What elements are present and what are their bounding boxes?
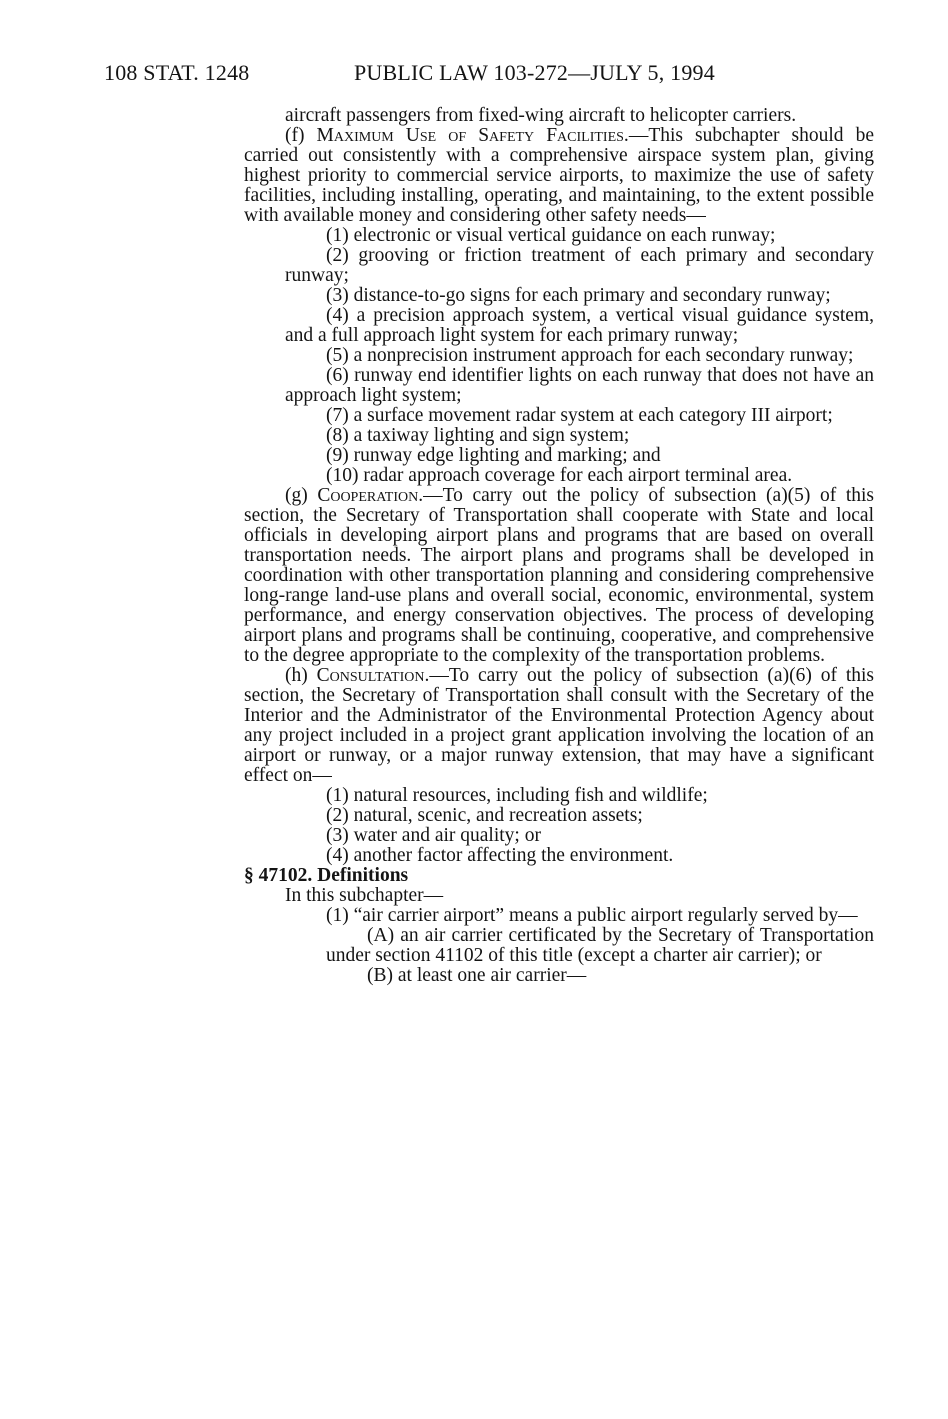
list-item: (10) radar approach coverage for each airport terminal area. xyxy=(326,465,793,486)
list-item: (6) runway end identifier lights on each runway that does not have an approach light system; xyxy=(285,365,874,406)
list-item: (1) natural resources, including fish and wildlife; xyxy=(326,785,708,806)
subsection-h xyxy=(244,666,874,786)
subsection-f-heading: Maximum Use of Safety Facilities. xyxy=(316,125,629,146)
subsection-g xyxy=(244,486,874,666)
definition-item: (1) “air carrier airport” means a public airport regularly served by— xyxy=(326,905,858,926)
list-item: (1) electronic or visual vertical guidance on each runway; xyxy=(326,225,776,246)
list-item: (2) natural, scenic, and recreation assets; xyxy=(326,805,643,826)
list-item: (2) grooving or friction treatment of each primary and secondary runway; xyxy=(285,245,874,286)
law-title-date: PUBLIC LAW 103-272—JULY 5, 1994 xyxy=(354,60,715,85)
subsection-g-text: —To carry out the policy of subsection (a)(5) of this section, the Secretary of Transportation shall cooperate with State and local officials in developing airport plans and programs that are based on overall transportation needs. The airport plans and programs shall be developed in coordination with other transportation planning and considering comprehensive long-range land-use plans and overall social, economic, environmental, system performance, and energy conservation objectives. The process of developing airport plans and programs shall be continuing, cooperative, and comprehensive to the degree appropriate to the complexity of the transportation problems. xyxy=(244,485,874,666)
definition-subitem: (A) an air carrier certificated by the Secretary of Transportation under section 41102 of this title (except a charter air carrier); or xyxy=(326,925,874,966)
list-item: (9) runway edge lighting and marking; and xyxy=(326,445,661,466)
list-item: (8) a taxiway lighting and sign system; xyxy=(326,425,630,446)
list-item: (4) a precision approach system, a vertical visual guidance system, and a full approach light system for each primary runway; xyxy=(285,305,874,346)
list-item: (7) a surface movement radar system at each category III airport; xyxy=(326,405,833,426)
list-item: (5) a nonprecision instrument approach for each secondary runway; xyxy=(326,345,854,366)
list-item: (3) distance-to-go signs for each primary and secondary runway; xyxy=(326,285,831,306)
running-head xyxy=(104,60,715,86)
subsection-f-label: (f) xyxy=(285,125,305,146)
list-item: (3) water and air quality; or xyxy=(326,825,541,846)
subsection-h-heading: Consultation. xyxy=(316,665,430,686)
definition-subitem: (B) at least one air carrier— xyxy=(367,965,587,986)
paragraph-continuation: aircraft passengers from fixed-wing aircraft to helicopter carriers. xyxy=(285,105,797,126)
stat-page-number: 108 STAT. 1248 xyxy=(104,60,250,85)
subsection-h-label: (h) xyxy=(285,665,308,686)
subsection-f xyxy=(244,126,874,226)
list-item: (4) another factor affecting the environment. xyxy=(326,845,674,866)
section-heading: § 47102. Definitions xyxy=(244,865,409,886)
subsection-g-label: (g) xyxy=(285,485,308,506)
document-body xyxy=(244,106,874,986)
subsection-g-heading: Cooperation. xyxy=(317,485,424,506)
subsection-f-text: —This subchapter should be carried out consistently with a comprehensive airspace system plan, giving highest priority to commercial service airports, to maximize the use of safety facilities, including installing, operating, and maintaining, to the extent possible with available money and considering other safety needs— xyxy=(244,125,874,226)
subsection-h-text: —To carry out the policy of subsection (a)(6) of this section, the Secretary of Transportation shall consult with the Secretary of the Interior and the Administrator of the Environmental Protection Agency about any project included in a project grant application involving the location of an airport or runway, or a major runway extension, that may have a significant effect on— xyxy=(244,665,874,786)
section-intro: In this subchapter— xyxy=(285,885,444,906)
